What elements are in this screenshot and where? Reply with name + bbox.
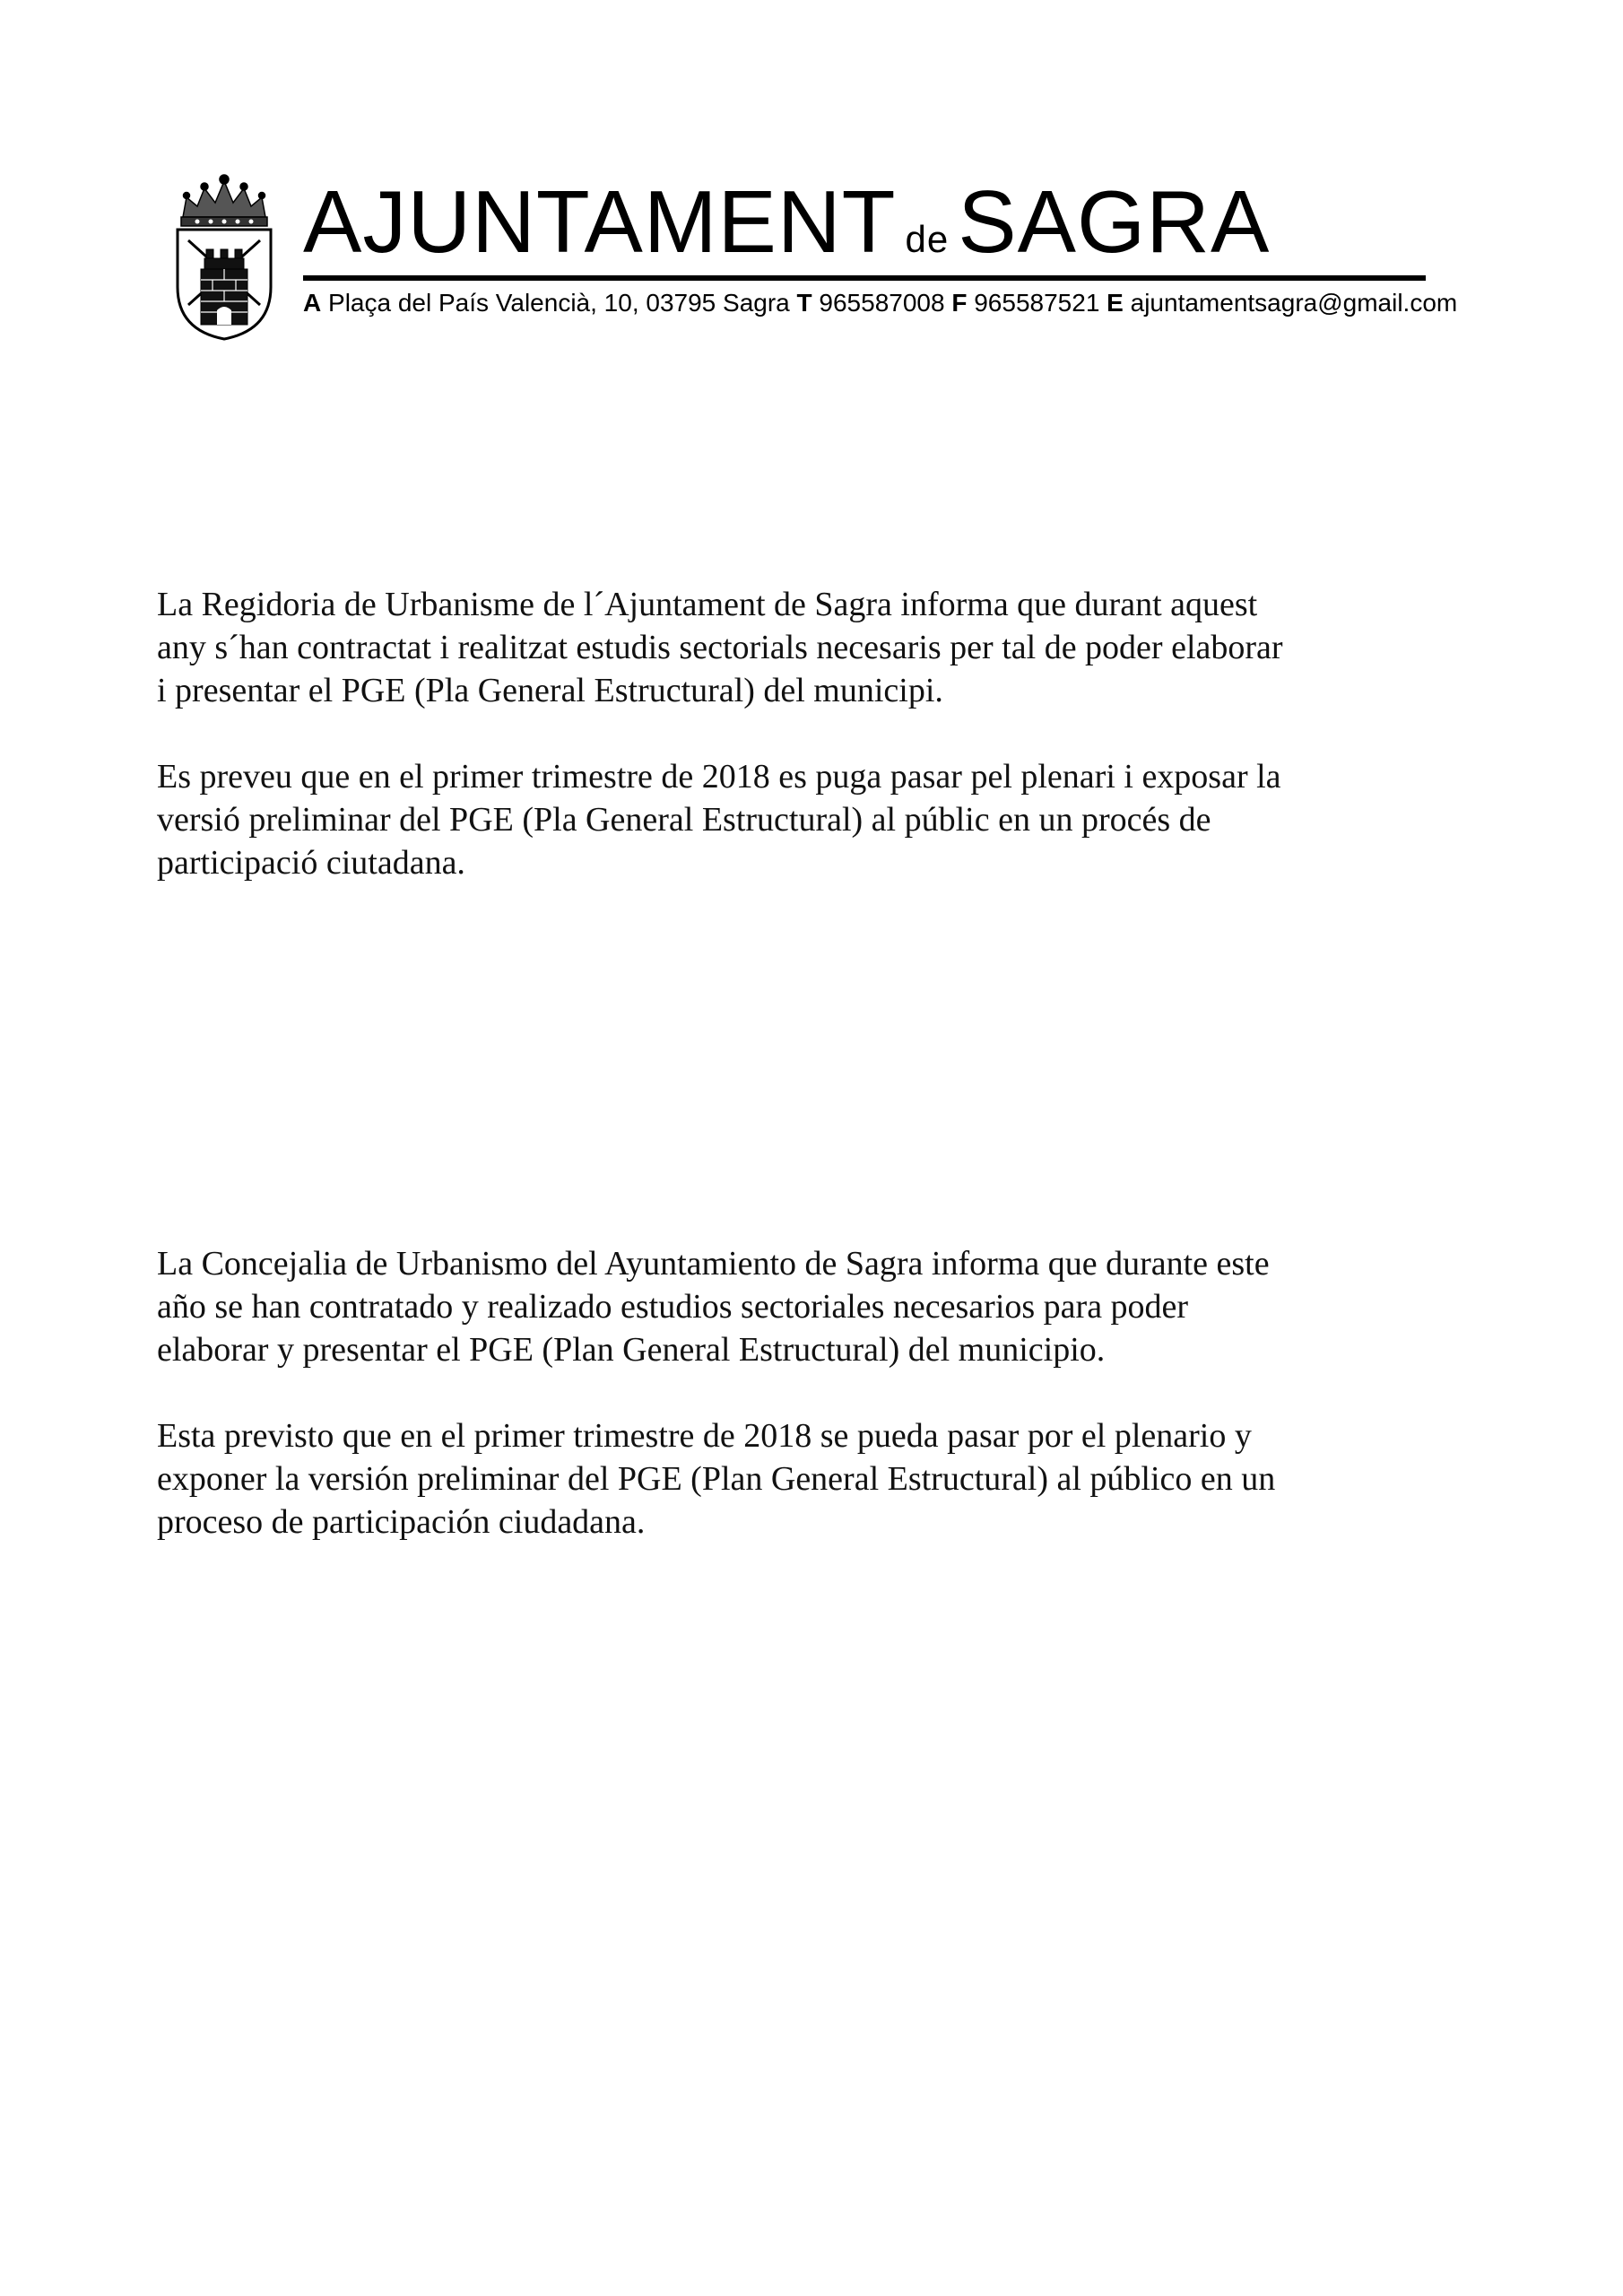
text-line: exponer la versión preliminar del PGE (Plan General Estructural) al público en un	[157, 1460, 1276, 1498]
address-text: Plaça del País Valencià, 10, 03795 Sagra	[328, 289, 790, 317]
fax-number: 965587521	[974, 289, 1100, 317]
text-line: año se han contratado y realizado estudios sectoriales necesarios para poder	[157, 1288, 1189, 1326]
municipal-crest-icon	[170, 170, 278, 341]
letterhead	[170, 170, 1458, 350]
text-line: Es preveu que en el primer trimestre de 2018 es puga pasar pel plenari i exposar la	[157, 758, 1281, 796]
letterhead-rule	[303, 275, 1426, 281]
email-address: ajuntamentsagra@gmail.com	[1130, 289, 1458, 317]
title-connector: de	[905, 218, 950, 260]
text-line: elaborar y presentar el PGE (Plan General Estructural) del municipio.	[157, 1331, 1106, 1369]
valencian-paragraph-2	[157, 755, 1448, 884]
valencian-paragraph-1	[157, 583, 1448, 712]
letterhead-title	[303, 172, 1426, 271]
text-line: Esta previsto que en el primer trimestre de 2018 se pueda pasar por el plenario y	[157, 1417, 1252, 1455]
phone-label: T	[796, 289, 812, 317]
text-line: participació ciutadana.	[157, 844, 465, 882]
letterhead-contact	[303, 285, 1458, 321]
text-line: versió preliminar del PGE (Pla General Estructural) al públic en un procés de	[157, 801, 1211, 839]
spanish-paragraph-2	[157, 1414, 1448, 1544]
text-line: i presentar el PGE (Pla General Estructural) del municipi.	[157, 672, 943, 709]
spanish-paragraph-1	[157, 1242, 1448, 1371]
phone-number: 965587008	[819, 289, 945, 317]
address-label: A	[303, 289, 322, 317]
email-label: E	[1107, 289, 1124, 317]
text-line: any s´han contractat i realitzat estudis sectorials necesaris per tal de poder elaborar	[157, 629, 1283, 666]
text-line: La Concejalia de Urbanismo del Ayuntamiento de Sagra informa que durante este	[157, 1245, 1270, 1283]
text-line: proceso de participación ciudadana.	[157, 1503, 646, 1541]
title-ajuntament: AJUNTAMENT	[303, 172, 897, 271]
text-line: La Regidoria de Urbanisme de l´Ajuntament de Sagra informa que durant aquest	[157, 586, 1258, 623]
title-sagra: SAGRA	[958, 172, 1271, 271]
fax-label: F	[951, 289, 968, 317]
